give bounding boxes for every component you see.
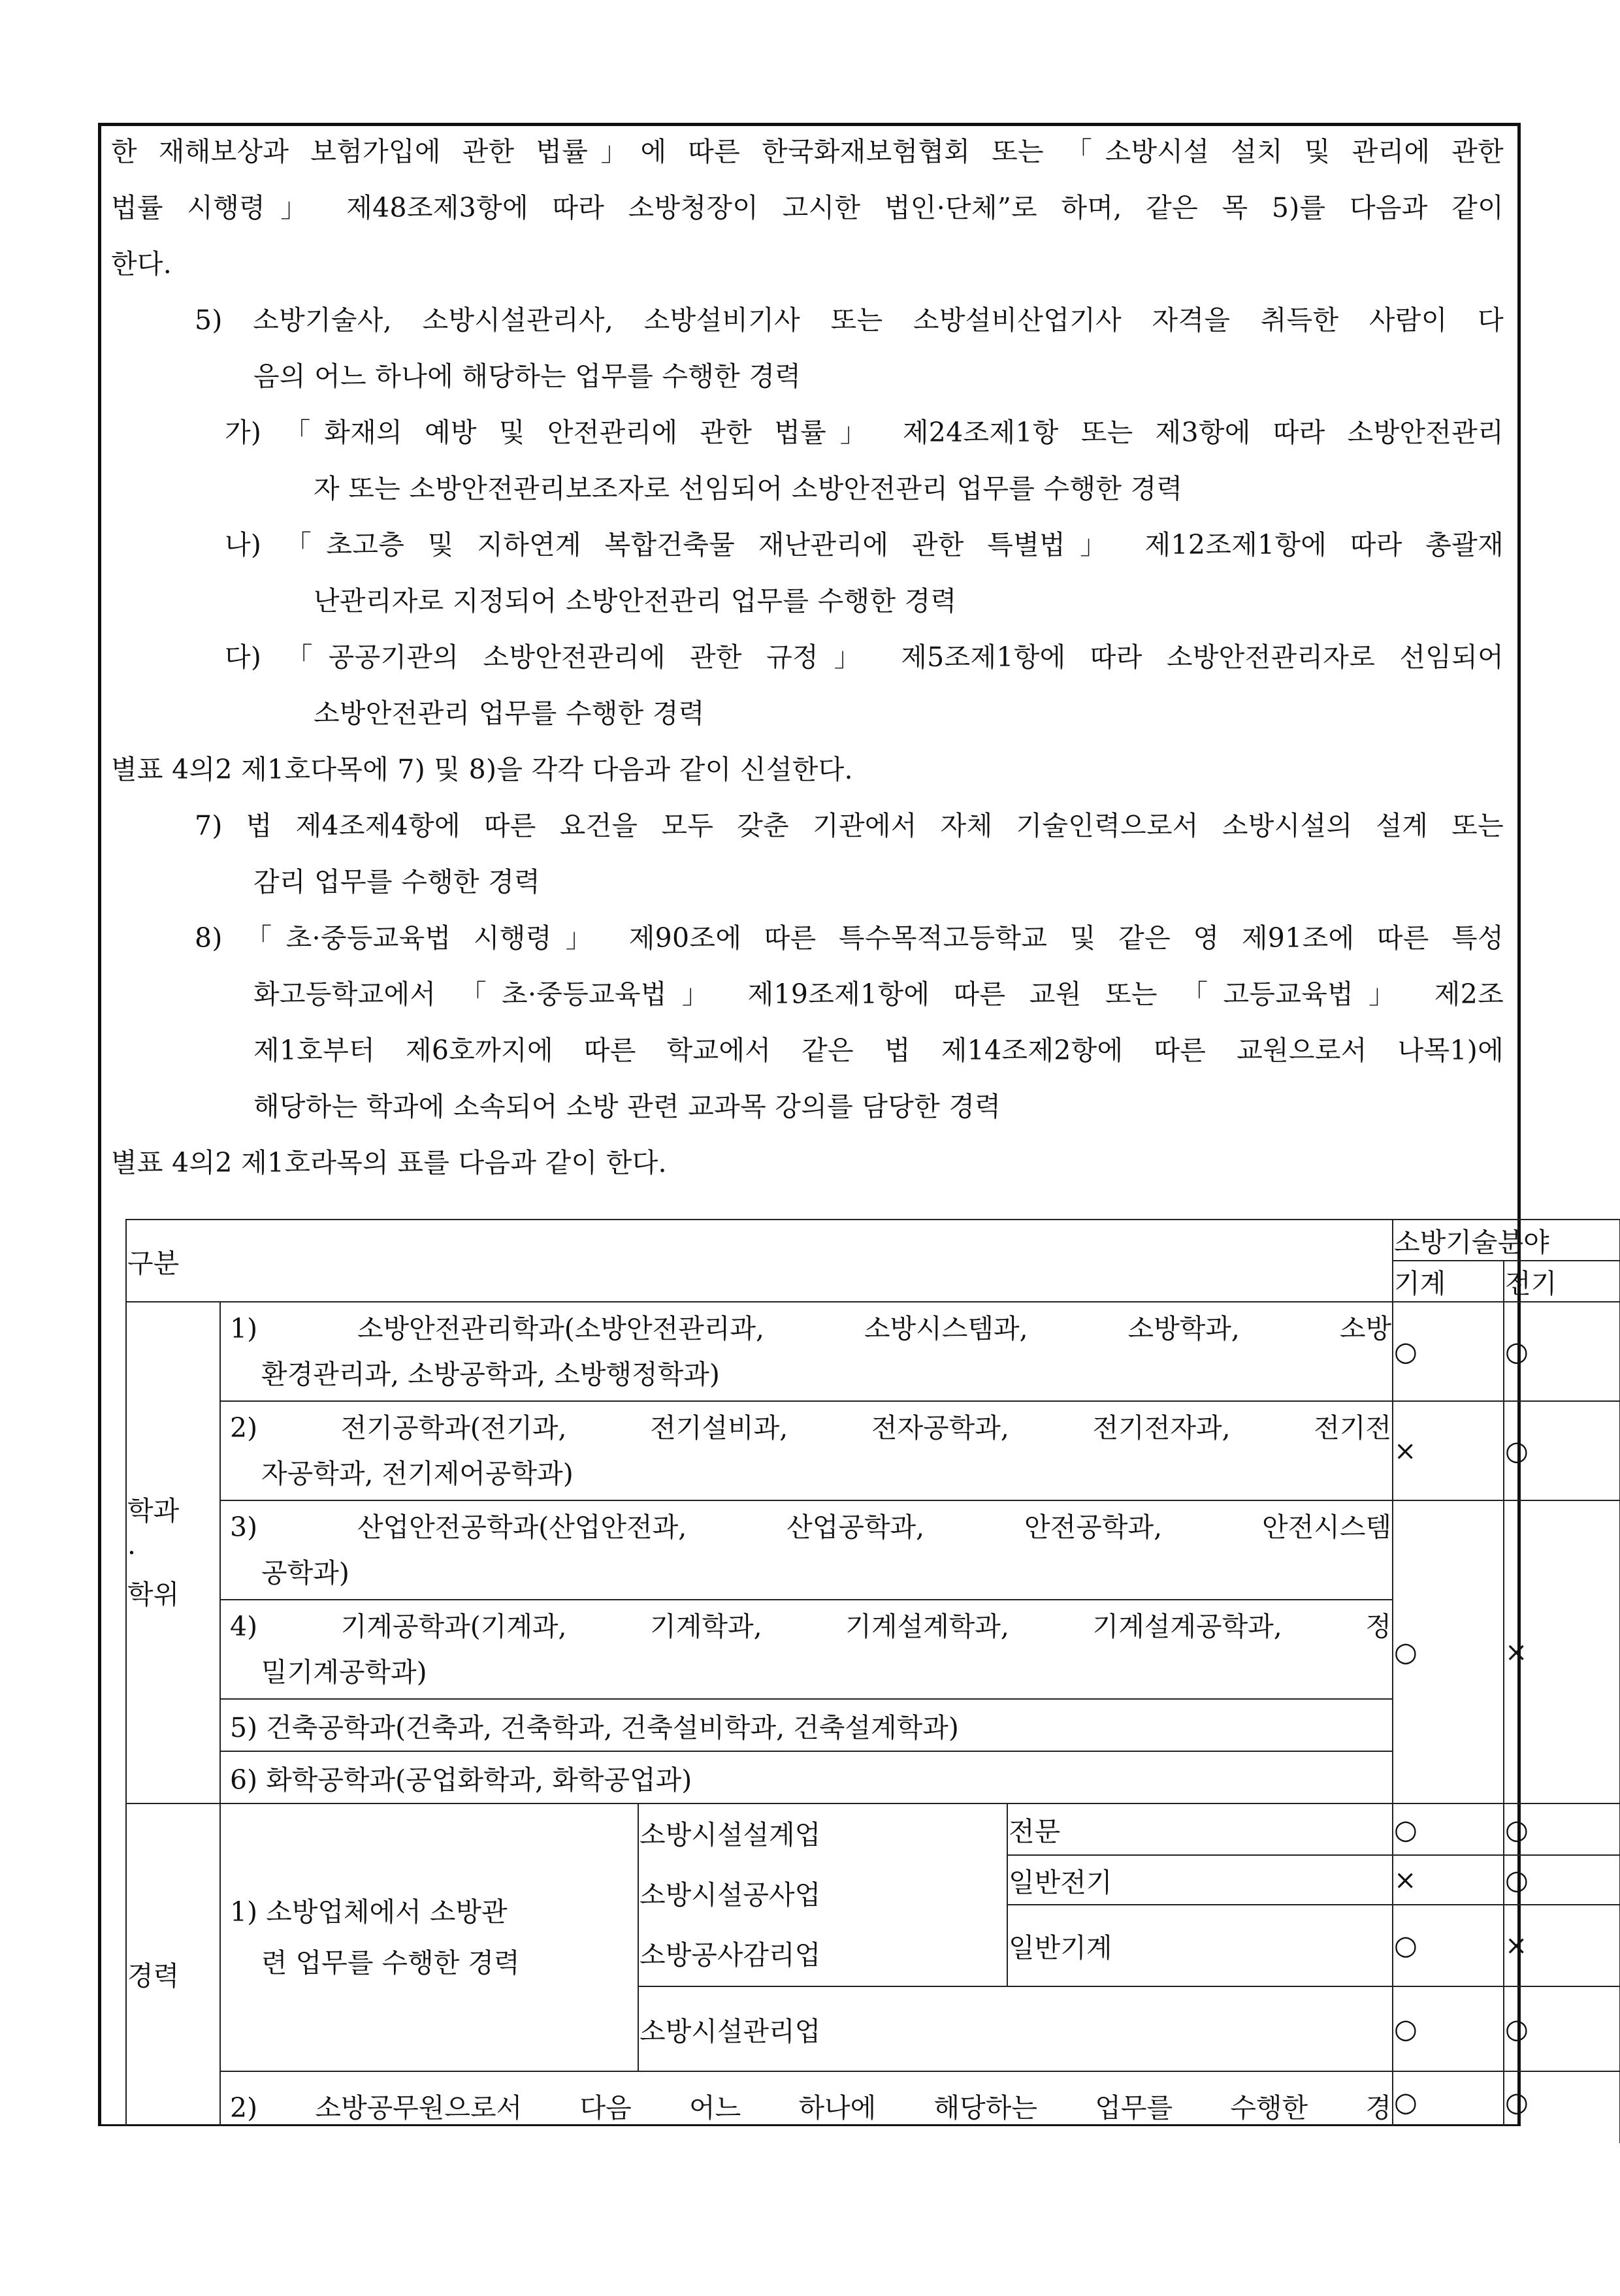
sub-row-elec: ○ xyxy=(1504,1855,1620,1904)
text-line: 별표 4의2 제1호라목의 표를 다음과 같이 한다. xyxy=(111,1147,667,1178)
mgmt-business: 소방시설관리업 xyxy=(638,1986,1393,2071)
text-line: 소방안전관리 업무를 수행한 경력 xyxy=(314,698,705,729)
text-line: 난관리자로 지정되어 소방안전관리 업무를 수행한 경력 xyxy=(314,585,957,617)
sub-row-label: 전문 xyxy=(1007,1803,1393,1855)
sub-row-mech: × xyxy=(1393,1855,1504,1904)
career-row-1-desc: 1) 소방업체에서 소방관 련 업무를 수행한 경력 xyxy=(220,1803,638,2071)
text-line: 가) 「화재의 예방 및 안전관리에 관한 법률」 제24조제1항 또는 제3항에 따라 소방안전관리 xyxy=(225,417,1504,448)
degree-row: 6) 화학공학과(공업화학과, 화학공업과) xyxy=(220,1751,1393,1803)
degree-row-mech: ○ xyxy=(1393,1302,1504,1401)
text-line: 한 재해보상과 보험가입에 관한 법률」에 따른 한국화재보험협회 또는 「소방시설 설치 및 관리에 관한 xyxy=(111,136,1504,167)
text-line: 한다. xyxy=(111,248,172,280)
career-row-2-desc: 2) 소방공무원으로서 다음 어느 하나에 해당하는 업무를 수행한 경 xyxy=(220,2071,1393,2143)
qualification-table-body xyxy=(125,1219,1620,2144)
business-type: 소방시설설계업 xyxy=(640,1819,821,1851)
text-line: 다) 「공공기관의 소방안전관리에 관한 규정」 제5조제1항에 따라 소방안전관리자로 선임되어 xyxy=(225,641,1504,673)
header-category: 구분 xyxy=(126,1220,1393,1302)
text-line: 법률 시행령」 제48조제3항에 따라 소방청장이 고시한 법인·단체”로 하며, 같은 목 5)를 다음과 같이 xyxy=(111,192,1504,223)
text-line: 나) 「초고층 및 지하연계 복합건축물 재난관리에 관한 특별법」 제12조제1항에 따라 총괄재 xyxy=(225,529,1504,560)
sub-row-mech: ○ xyxy=(1393,1905,1504,1986)
degree-row: 2) 전기공학과(전기과, 전기설비과, 전자공학과, 전기전자과, 전기전 자공학과, 전기제어공학과) xyxy=(220,1401,1393,1500)
career-row-2-mech: ○ xyxy=(1393,2071,1504,2143)
text-line: 음의 어느 하나에 해당하는 업무를 수행한 경력 xyxy=(253,361,802,392)
degree-row-mech: × xyxy=(1393,1401,1504,1500)
text-line: 7) 법 제4조제4항에 따른 요건을 모두 갖춘 기관에서 자체 기술인력으로서 소방시설의 설계 또는 xyxy=(195,810,1504,841)
sub-row-mech: ○ xyxy=(1393,1803,1504,1855)
business-types xyxy=(638,1803,1007,1986)
degree-row: 5) 건축공학과(건축과, 건축학과, 건축설비학과, 건축설계학과) xyxy=(220,1699,1393,1751)
text-line: 제1호부터 제6호까지에 따른 학교에서 같은 법 제14조제2항에 따른 교원으로서 나목1)에 xyxy=(253,1035,1504,1066)
degree-group-mech: ○ xyxy=(1393,1500,1504,1803)
group-career: 경력 xyxy=(126,1803,220,2143)
sub-row-label: 일반전기 xyxy=(1007,1855,1393,1904)
degree-row: 4) 기계공학과(기계과, 기계학과, 기계설계학과, 기계설계공학과, 정 밀기계공학과) xyxy=(220,1600,1393,1699)
sub-row-elec: ○ xyxy=(1504,1803,1620,1855)
degree-row: 1) 소방안전관리학과(소방안전관리과, 소방시스템과, 소방학과, 소방 환경관리과, 소방공학과, 소방행정학과) xyxy=(220,1302,1393,1401)
text-line: 자 또는 소방안전관리보조자로 선임되어 소방안전관리 업무를 수행한 경력 xyxy=(314,473,1183,504)
text-line: 감리 업무를 수행한 경력 xyxy=(253,866,541,897)
header-mechanical: 기계 xyxy=(1393,1261,1504,1302)
degree-row-elec: ○ xyxy=(1504,1302,1620,1401)
business-type: 소방공사감리업 xyxy=(640,1939,821,1971)
text-line: 8) 「초·중등교육법 시행령」 제90조에 따른 특수목적고등학교 및 같은 영 제91조에 따른 특성 xyxy=(195,922,1504,954)
career-row-2-elec: ○ xyxy=(1504,2071,1620,2143)
text-line: 5) 소방기술사, 소방시설관리사, 소방설비기사 또는 소방설비산업기사 자격을 취득한 사람이 다 xyxy=(195,304,1504,336)
degree-row-elec: ○ xyxy=(1504,1401,1620,1500)
text-line: 화고등학교에서 「초·중등교육법」 제19조제1항에 따른 교원 또는 「고등교육법」 제2조 xyxy=(253,978,1504,1010)
header-electrical: 전기 xyxy=(1504,1261,1620,1302)
degree-group-elec: × xyxy=(1504,1500,1620,1803)
business-type: 소방시설공사업 xyxy=(640,1879,821,1911)
text-line: 별표 4의2 제1호다목에 7) 및 8)을 각각 다음과 같이 신설한다. xyxy=(111,754,853,785)
text-line: 해당하는 학과에 소속되어 소방 관련 교과목 강의를 담당한 경력 xyxy=(253,1091,1001,1122)
page-bottom-margin xyxy=(98,2126,1521,2296)
header-field: 소방기술분야 xyxy=(1393,1220,1620,1261)
group-degree: 학과 · 학위 xyxy=(126,1302,220,1803)
sub-row-label: 일반기계 xyxy=(1007,1905,1393,1986)
degree-row: 3) 산업안전공학과(산업안전과, 산업공학과, 안전공학과, 안전시스템 공학과) xyxy=(220,1500,1393,1600)
sub-row-elec: × xyxy=(1504,1905,1620,1986)
mgmt-elec: ○ xyxy=(1504,1986,1620,2071)
mgmt-mech: ○ xyxy=(1393,1986,1504,2071)
